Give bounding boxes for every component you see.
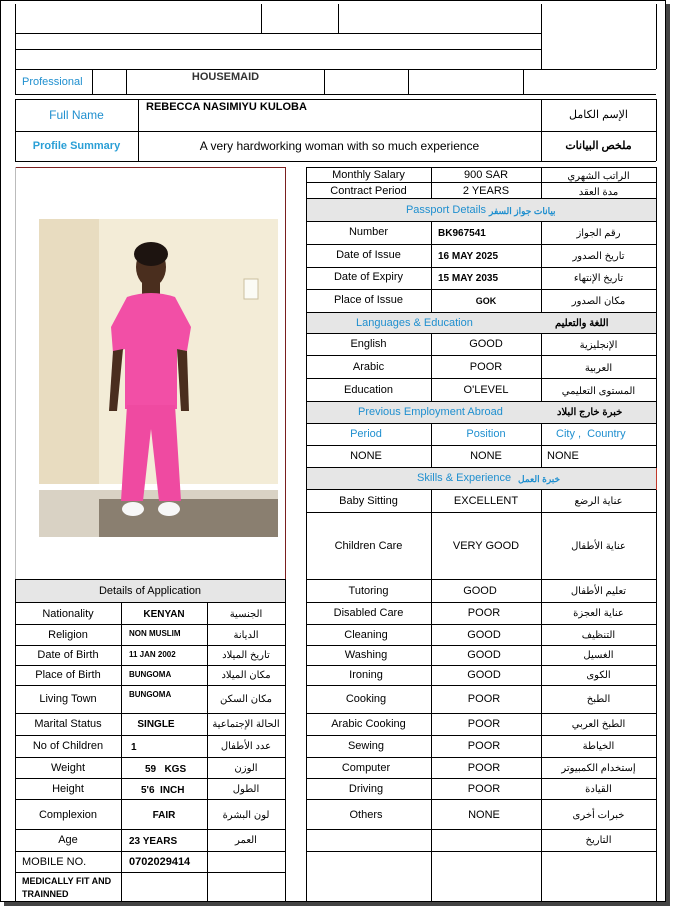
language-ar: الإنجليزية (579, 340, 618, 351)
contract-value: 2 YEARS (462, 185, 510, 197)
rule (408, 69, 409, 94)
skill-value: GOOD (467, 669, 501, 681)
passport-label: Number (348, 226, 389, 238)
contract-label: Monthly Salary (332, 169, 405, 181)
rule (324, 69, 325, 94)
application-ar: الطول (232, 784, 260, 795)
rule (15, 69, 542, 70)
skill-label: Washing (344, 649, 388, 661)
profile-summary-label: Profile Summary (32, 140, 121, 152)
rule (656, 99, 657, 161)
rule (15, 872, 285, 873)
rule (285, 167, 286, 579)
skill-value: POOR (467, 783, 501, 795)
rule (306, 489, 656, 490)
contract-ar: مدة العقد (578, 187, 619, 198)
rule (15, 645, 285, 646)
application-label: Complexion (38, 809, 98, 821)
rule (523, 69, 524, 94)
contract-ar: الراتب الشهري (567, 171, 630, 182)
skill-ar: الغسيل (583, 650, 614, 661)
skill-value: GOOD (467, 629, 501, 641)
application-ar: عدد الأطفال (220, 741, 272, 752)
rule (15, 665, 285, 666)
employment-title: Previous Employment Abroad (358, 406, 503, 418)
skill-ar: الطبخ (586, 694, 611, 705)
skill-value: GOOD (467, 649, 501, 661)
rule (121, 602, 122, 902)
passport-label: Place of Issue (333, 294, 404, 306)
rule (306, 355, 656, 356)
contract-value: 900 SAR (463, 169, 509, 181)
skill-label: Sewing (347, 740, 385, 752)
rule (285, 579, 286, 902)
application-ar: الديانة (233, 630, 259, 641)
rule (306, 579, 656, 580)
application-value: SINGLE (137, 719, 175, 730)
rule (15, 735, 285, 736)
rule (306, 851, 656, 852)
rule (541, 69, 656, 70)
rule (306, 645, 656, 646)
application-value: 5'6 INCH (141, 785, 185, 796)
skill-ar: عناية الأطفال (571, 541, 626, 552)
skill-ar: الكوى (586, 670, 611, 681)
application-value: BUNGOMA (129, 690, 172, 699)
skill-ar: عناية الرضع (574, 496, 623, 507)
skill-ar: تعليم الأطفال (570, 586, 627, 597)
passport-ar: تاريخ الصدور (572, 251, 625, 262)
application-label: Religion (48, 629, 88, 641)
language-label: Arabic (352, 361, 385, 373)
application-label: Age (58, 834, 78, 846)
skill-label: Computer (341, 762, 391, 774)
rule (306, 333, 656, 334)
skill-value: GOOD (463, 585, 497, 597)
professional-label: Professional (22, 76, 83, 88)
skill-ar: الطبخ العربي (571, 719, 626, 730)
profession-value: HOUSEMAID (191, 71, 260, 83)
application-ar: تاريخ الميلاد (222, 650, 270, 661)
skill-value: POOR (467, 607, 501, 619)
passport-value: BK967541 (438, 228, 486, 239)
rule (306, 512, 656, 513)
skill-value: POOR (467, 718, 501, 730)
rule (306, 757, 656, 758)
language-label: Education (344, 384, 393, 396)
rule (15, 778, 285, 779)
rule (306, 423, 656, 424)
rule (306, 799, 656, 800)
rule (338, 4, 339, 33)
application-value: NON MUSLIM (129, 629, 181, 638)
employment-header-position: Position (466, 428, 506, 440)
photo-illustration (39, 219, 278, 537)
application-label: MEDICALLY FIT AND TRAINNED (22, 876, 112, 899)
rule (15, 167, 16, 579)
skill-ar: عناية العجزة (573, 608, 624, 619)
application-ar: العمر (235, 835, 257, 846)
profile-summary-ar: ملخص البيانات (565, 140, 632, 152)
rule (15, 799, 285, 800)
rule (656, 4, 657, 69)
skill-ar: التنظيف (581, 630, 616, 641)
skill-label: Others (349, 809, 383, 821)
rule (306, 685, 656, 686)
skill-label: Ironing (349, 669, 383, 681)
employment-value: NONE (547, 450, 579, 462)
rule (306, 289, 656, 290)
rule (15, 94, 656, 95)
skills-title: Skills & Experience (417, 472, 512, 484)
rule (15, 167, 285, 168)
rule (15, 685, 285, 686)
skill-label: Arabic Cooking (331, 718, 406, 730)
rule (306, 244, 656, 245)
application-ar: مكان السكن (220, 694, 272, 705)
application-label: MOBILE NO. (22, 856, 87, 868)
skill-value: POOR (467, 762, 501, 774)
rule (261, 4, 262, 33)
rule (15, 131, 656, 132)
rule (15, 624, 285, 625)
full-name-value: REBECCA NASIMIYU KULOBA (146, 101, 307, 113)
passport-ar: رقم الجواز (576, 228, 621, 239)
rule (306, 378, 656, 379)
application-label: Nationality (42, 608, 94, 620)
employment-title-ar: خبرة خارج البلاد (557, 407, 623, 418)
application-value: 59 KGS (145, 764, 187, 775)
rule (15, 602, 285, 603)
passport-value: GOK (475, 296, 497, 306)
rule (306, 602, 656, 603)
skill-ar: إستخدام الكمبيوتر (561, 763, 636, 774)
application-title: Details of Application (98, 585, 202, 597)
languages-title: Languages & Education (356, 317, 473, 329)
application-ar: الحالة الإجتماعية (212, 719, 280, 730)
application-value: 11 JAN 2002 (129, 650, 176, 659)
skills-title-ar: خبرة العمل (518, 474, 561, 484)
rule (306, 624, 656, 625)
rule (306, 445, 656, 446)
rule (306, 778, 656, 779)
rule (15, 757, 285, 758)
skill-value: VERY GOOD (452, 540, 520, 552)
passport-ar: مكان الصدور (571, 296, 626, 307)
employment-value: NONE (350, 450, 382, 462)
rule (15, 829, 285, 830)
application-ar: مكان الميلاد (221, 670, 271, 681)
passport-label: Date of Issue (336, 249, 401, 261)
application-value: BUNGOMA (129, 670, 172, 679)
skill-value: NONE (468, 809, 500, 821)
language-value: O'LEVEL (463, 384, 509, 396)
application-value: KENYAN (143, 609, 185, 620)
rule (656, 167, 657, 902)
rule (15, 99, 656, 100)
rule (306, 167, 656, 168)
skill-ar: القيادة (585, 784, 612, 795)
application-value: FAIR (152, 810, 176, 821)
applicant-photo (39, 219, 278, 537)
application-ar: الجنسية (229, 609, 263, 620)
profile-summary-text: A very hardworking woman with so much experience (199, 139, 480, 153)
skill-label: Baby Sitting (339, 495, 398, 507)
application-label: Date of Birth (37, 649, 99, 661)
skill-label: Cleaning (344, 629, 388, 641)
rule (15, 33, 542, 34)
rule (656, 468, 657, 490)
skill-label: Disabled Care (333, 607, 404, 619)
skill-label: Cooking (345, 693, 387, 705)
application-ar: لون البشرة (222, 810, 270, 821)
application-label: Place of Birth (35, 669, 101, 681)
application-label: Height (52, 783, 84, 795)
language-ar: المستوى التعليمي (561, 386, 636, 397)
application-value: 0702029414 (129, 856, 191, 868)
application-ar: الوزن (234, 763, 258, 774)
passport-label: Date of Expiry (333, 271, 404, 283)
skill-label: Driving (348, 783, 384, 795)
full-name-label: Full Name (49, 108, 104, 122)
rule (15, 49, 542, 50)
employment-header-city: City , Country (556, 428, 626, 440)
rule (15, 851, 285, 852)
rule (306, 665, 656, 666)
application-label: Living Town (39, 693, 97, 705)
rule (306, 221, 656, 222)
passport-value: 16 MAY 2025 (438, 251, 499, 262)
rule (15, 69, 16, 94)
skill-ar: الخياطة (582, 741, 615, 752)
skill-label: Tutoring (348, 585, 389, 597)
application-value: 1 (131, 742, 137, 753)
passport-value: 15 MAY 2035 (438, 273, 499, 284)
skill-label: Children Care (334, 540, 403, 552)
rule (306, 735, 656, 736)
language-value: POOR (469, 361, 503, 373)
skill-value: EXCELLENT (453, 495, 519, 507)
passport-title: Passport Details (405, 204, 487, 216)
language-value: GOOD (469, 338, 503, 350)
rule (15, 713, 285, 714)
application-label: Weight (50, 762, 86, 774)
application-value: 23 YEARS (129, 836, 178, 847)
rule (15, 579, 285, 580)
languages-title-ar: اللغة والتعليم (555, 318, 609, 329)
rule (306, 829, 656, 830)
skill-ar: التاريخ (585, 835, 612, 846)
passport-ar: تاريخ الإنتهاء (573, 273, 624, 284)
rule (306, 267, 656, 268)
application-label: No of Children (32, 740, 104, 752)
employment-header-period: Period (350, 428, 382, 440)
rule (15, 4, 16, 69)
rule (306, 713, 656, 714)
language-ar: العربية (584, 363, 613, 374)
rule (541, 4, 542, 69)
skill-value: POOR (467, 740, 501, 752)
skill-ar: خبرات أخرى (572, 810, 625, 821)
skill-value: POOR (467, 693, 501, 705)
language-label: English (350, 338, 387, 350)
rule (92, 69, 93, 94)
contract-label: Contract Period (330, 185, 407, 197)
application-label: Marital Status (34, 718, 102, 730)
employment-value: NONE (470, 450, 502, 462)
rule (15, 161, 656, 162)
passport-title-ar: بيانات جواز السفر (489, 206, 556, 216)
full-name-ar: الإسم الكامل (569, 109, 628, 121)
